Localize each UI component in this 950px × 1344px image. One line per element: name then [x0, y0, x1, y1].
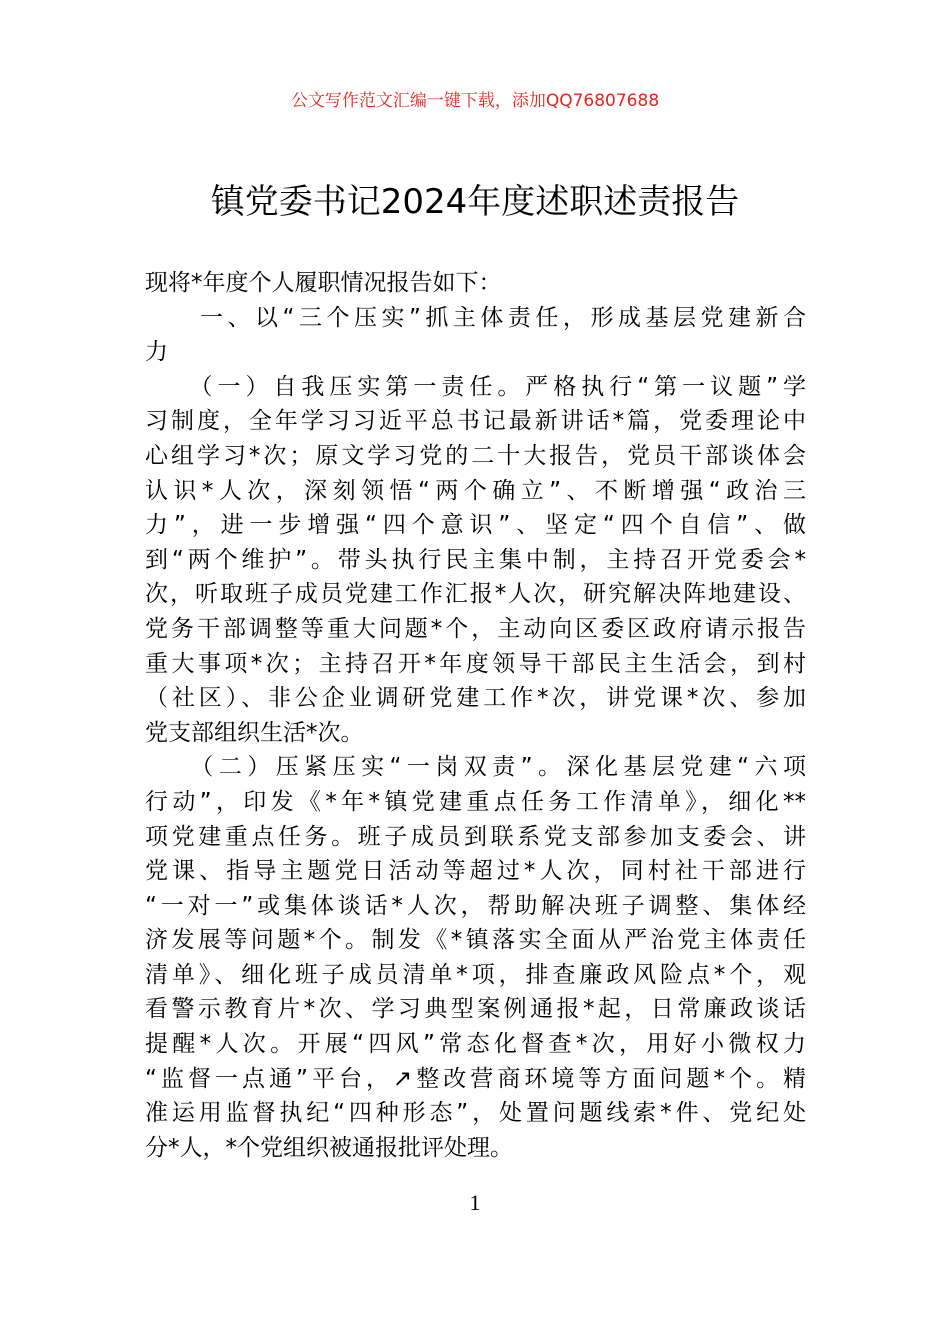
text-line: “监督一点通”平台，↗整改营商环境等方面问题*个。精 [145, 1065, 806, 1092]
text-line: （二）压紧压实“一岗双责”。深化基层党建“六项 [145, 754, 806, 781]
text-line: 行动”，印发《*年*镇党建重点任务工作清单》，细化** [145, 788, 806, 815]
text-line: （一）自我压实第一责任。严格执行“第一议题”学 [145, 373, 806, 400]
text-line: 济发展等问题*个。制发《*镇落实全面从严治党主体责任 [145, 927, 806, 954]
text-line: 党支部组织生活*次。 [145, 719, 364, 746]
text-line: 项党建重点任务。班子成员到联系党支部参加支委会、讲 [145, 823, 806, 850]
text-line: 提醒*人次。开展“四风”常态化督查*次，用好小微权力 [145, 1031, 806, 1058]
text-line: 准运用监督执纪“四种形态”，处置问题线索*件、党纪处 [145, 1100, 806, 1127]
text-line: 清单》、细化班子成员清单*项，排查廉政风险点*个，观 [145, 961, 806, 988]
text-line: 次，听取班子成员党建工作汇报*人次，研究解决阵地建设、 [145, 581, 806, 608]
text-line: 习制度，全年学习习近平总书记最新讲话*篇，党委理论中 [145, 408, 806, 435]
text-line: 到“两个维护”。带头执行民主集中制，主持召开党委会* [145, 546, 806, 573]
page-number: 1 [469, 1190, 481, 1215]
text-line: 分*人，*个党组织被通报批评处理。 [145, 1134, 513, 1161]
watermark-header: 公文写作范文汇编一键下载，添加QQ76807688 [290, 91, 660, 111]
document-title: 镇党委书记2024年度述职述责报告 [210, 182, 740, 222]
text-line: 重大事项*次；主持召开*年度领导干部民主生活会，到村 [145, 650, 806, 677]
text-line: 力”，进一步增强“四个意识”、坚定“四个自信”、做 [145, 512, 806, 539]
text-line: 力 [145, 339, 168, 366]
text-line: 认识*人次，深刻领悟“两个确立”、不断增强“政治三 [145, 477, 806, 504]
text-line: 心组学习*次；原文学习党的二十大报告，党员干部谈体会 [145, 442, 806, 469]
text-line: 一、以“三个压实”抓主体责任，形成基层党建新合 [145, 304, 806, 331]
text-line: 看警示教育片*次、学习典型案例通报*起，日常廉政谈话 [145, 996, 806, 1023]
text-line: 党务干部调整等重大问题*个，主动向区委区政府请示报告 [145, 615, 806, 642]
text-line: 现将*年度个人履职情况报告如下： [145, 270, 502, 296]
text-line: “一对一”或集体谈话*人次，帮助解决班子调整、集体经 [145, 892, 806, 919]
document-body [145, 266, 806, 1165]
text-line: （社区）、非公企业调研党建工作*次，讲党课*次、参加 [145, 685, 806, 712]
text-line: 党课、指导主题党日活动等超过*人次，同村社干部进行 [145, 858, 806, 885]
